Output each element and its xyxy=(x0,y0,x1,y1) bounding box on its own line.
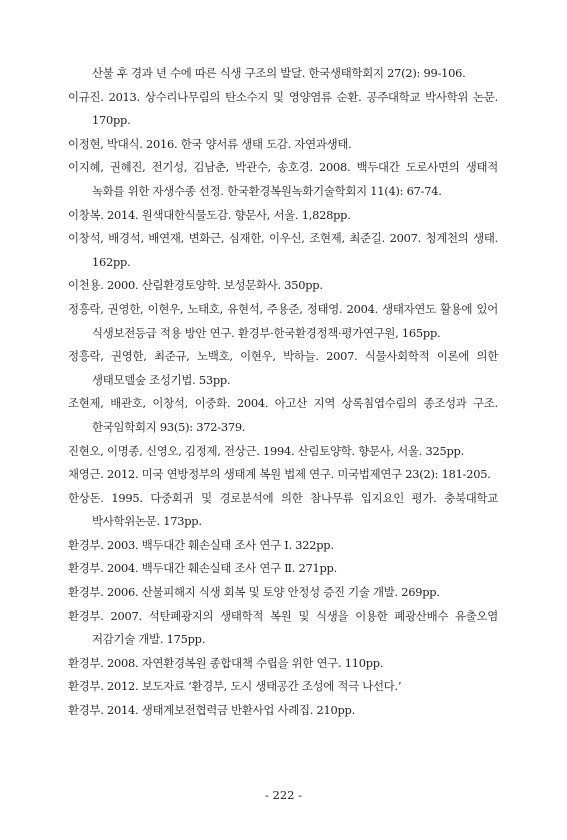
page-number: - 222 - xyxy=(264,788,303,802)
reference-entry: 산불 후 경과 년 수에 따른 식생 구조의 발달. 한국생태학회지 27(2): 99-106. xyxy=(92,66,466,80)
reference-entry: 환경부. 2007. 석탄폐광지의 생태학적 복원 및 식생을 이용한 폐광산배수 유출오염 저감기술 개발. 175pp. xyxy=(68,608,498,647)
reference-entry: 한상돈. 1995. 다중회귀 및 경로분석에 의한 참나무류 입지요인 평가. 충북대학교 박사학위논문. 173pp. xyxy=(68,490,498,529)
reference-entry: 이규진. 2013. 상수리나무림의 탄소수지 및 영양염류 순환. 공주대학교 박사학위 논문. 170pp. xyxy=(68,89,498,128)
reference-list xyxy=(68,62,498,723)
reference-entry: 이창석, 배경석, 배연재, 변화근, 심재한, 이우신, 조현제, 최준길. 2007. 청계천의 생태. 162pp. xyxy=(68,231,498,269)
reference-entry: 환경부. 2003. 백두대간 훼손실태 조사 연구 Ⅰ. 322pp. xyxy=(68,537,334,552)
reference-entry: 진현오, 이명종, 신영오, 김정제, 전상근. 1994. 산림토양학. 향문사, 서울. 325pp. xyxy=(68,443,464,458)
reference-entry: 환경부. 2014. 생태계보전협력금 반환사업 사례집. 210pp. xyxy=(68,703,355,718)
reference-entry: 환경부. 2004. 백두대간 훼손실태 조사 연구 Ⅱ. 271pp. xyxy=(68,561,337,576)
reference-entry: 정흥락, 권영한, 이현우, 노태호, 유현석, 주용준, 정태영. 2004. 생태자연도 활용에 있어 식생보전등급 적용 방안 연구. 환경부·한국환경정책·평가연구원, 165pp. xyxy=(68,301,498,340)
reference-entry: 환경부. 2008. 자연환경복원 종합대책 수립을 위한 연구. 110pp. xyxy=(68,655,384,670)
reference-entry: 환경부. 2006. 산불피해지 식생 회복 및 토양 안정성 증진 기술 개발. 269pp. xyxy=(68,585,440,600)
reference-entry: 정흥락, 권영한, 최준규, 노백호, 이현우, 박하늘. 2007. 식물사회학적 이론에 의한 생태모델숲 조성기법. 53pp. xyxy=(68,349,498,387)
reference-entry: 조현제, 배관호, 이창석, 이중화. 2004. 아고산 지역 상록침엽수림의 종조성과 구조. 한국임학회지 93(5): 372-379. xyxy=(68,396,498,434)
reference-entry: 환경부. 2012. 보도자료 ‘환경부, 도시 생태공간 조성에 적극 나선다.’ xyxy=(68,679,402,694)
reference-entry: 이천용. 2000. 산림환경토양학. 보성문화사. 350pp. xyxy=(68,278,323,293)
reference-entry: 이창복. 2014. 원색대한식물도감. 향문사, 서울. 1,828pp. xyxy=(68,207,351,222)
reference-entry: 이정현, 박대식. 2016. 한국 양서류 생태 도감. 자연과생태. xyxy=(68,136,352,151)
reference-entry: 채영근. 2012. 미국 연방정부의 생태계 복원 법제 연구. 미국법제연구 23(2): 181-205. xyxy=(68,467,491,482)
reference-entry: 이지혜, 권혜진, 전기성, 김남춘, 박관수, 송호경. 2008. 백두대간 도로사면의 생태적 녹화를 위한 자생수종 선정. 한국환경복원녹화기술학회지 11(4): 67-74. xyxy=(68,160,498,198)
